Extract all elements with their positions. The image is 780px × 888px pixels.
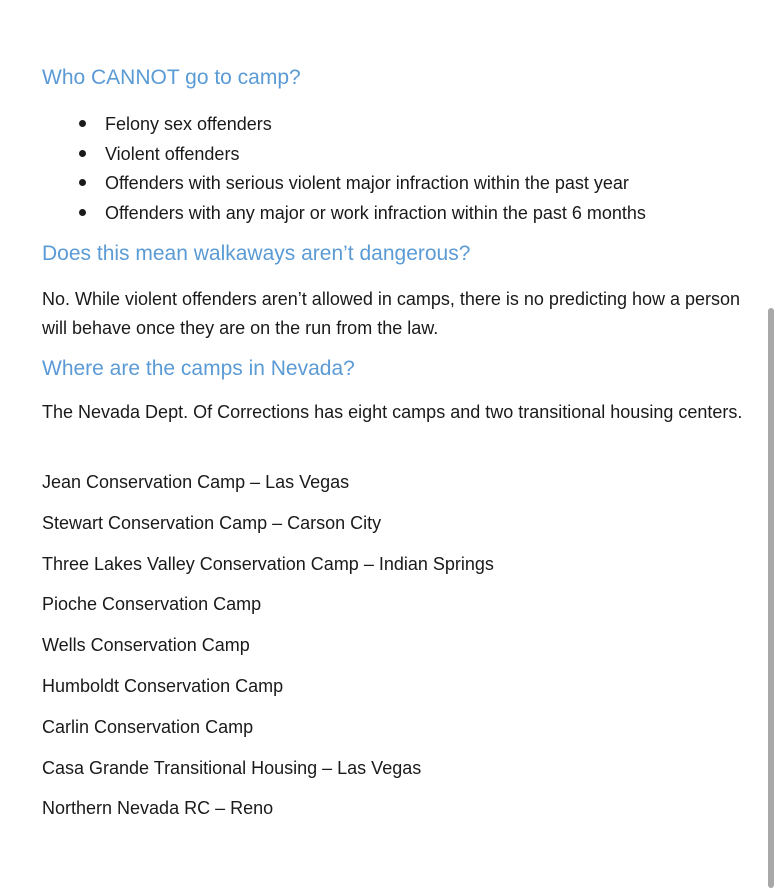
bullet-icon — [79, 150, 86, 157]
camp-item: Stewart Conservation Camp – Carson City — [42, 512, 382, 533]
list-item-text: Violent offenders — [105, 143, 240, 164]
scrollbar-thumb[interactable] — [768, 308, 774, 888]
camp-item: Jean Conservation Camp – Las Vegas — [42, 472, 350, 492]
cannot-go-list — [42, 112, 646, 230]
camp-item: Northern Nevada RC – Reno — [42, 798, 274, 819]
list-item-text: Felony sex offenders — [105, 114, 272, 134]
heading-who-cannot-go: Who CANNOT go to camp? — [42, 66, 301, 89]
walkaways-paragraph: No. While violent offenders aren’t allowed in camps, there is no predicting how a person will behave once they are on the run from the law. — [42, 289, 741, 338]
camp-item: Pioche Conservation Camp — [42, 594, 262, 615]
list-item — [42, 142, 646, 172]
camp-item: Casa Grande Transitional Housing – Las Vegas — [42, 757, 422, 778]
bullet-icon — [79, 120, 86, 127]
list-item-text: Offenders with serious violent major infraction within the past year — [105, 173, 629, 193]
list-item — [42, 112, 646, 142]
camp-item: Three Lakes Valley Conservation Camp – Indian Springs — [42, 553, 494, 574]
list-item — [42, 171, 646, 201]
heading-walkaways: Does this mean walkaways aren’t dangerous? — [42, 242, 471, 265]
heading-where-camps: Where are the camps in Nevada? — [42, 357, 355, 380]
camps-list — [42, 469, 494, 836]
camp-item: Carlin Conservation Camp — [42, 716, 254, 737]
camps-intro-paragraph: The Nevada Dept. Of Corrections has eight camps and two transitional housing centers. — [42, 402, 743, 422]
list-item — [42, 201, 646, 231]
list-item-text: Offenders with any major or work infraction within the past 6 months — [105, 202, 646, 223]
camp-item: Humboldt Conservation Camp — [42, 675, 284, 696]
bullet-icon — [79, 179, 86, 186]
camp-item: Wells Conservation Camp — [42, 635, 250, 656]
bullet-icon — [79, 209, 86, 216]
